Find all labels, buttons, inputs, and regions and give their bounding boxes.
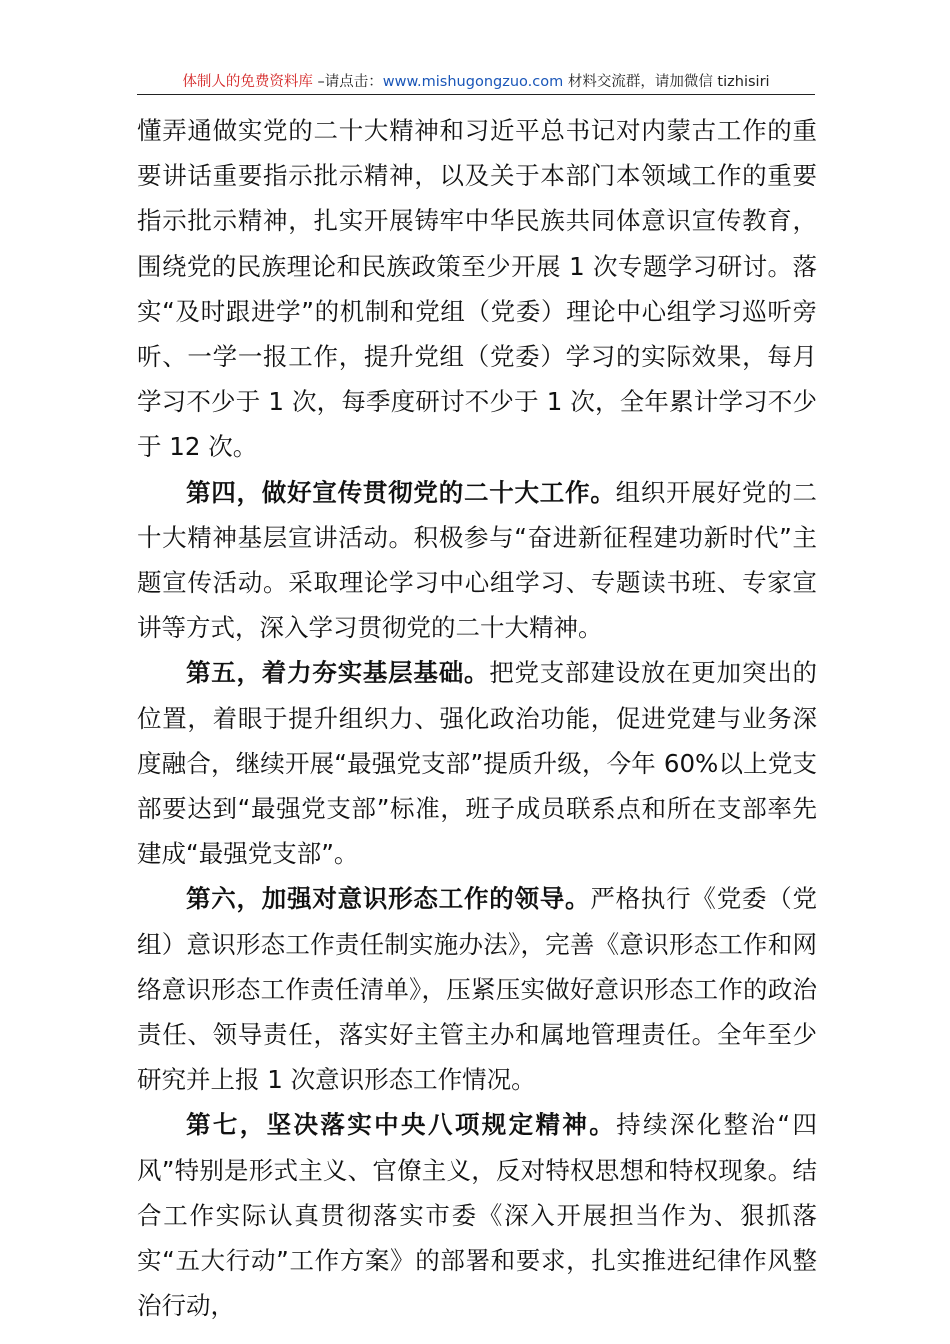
- header-brand: 体制人的免费资料库: [182, 74, 313, 90]
- paragraph-section-7: [137, 1102, 817, 1328]
- paragraph-text: 严格执行《党委（党组）意识形态工作责任制实施办法》，完善《意识形态工作和网络意识形态工作责任清单》，压紧压实做好意识形态工作的政治责任、领导责任，落实好主管主办和属地管理责任。全年至少研究并上报 1 次意识形态工作情况。: [137, 884, 818, 1095]
- paragraph-section-5: [137, 650, 817, 876]
- document-header: [137, 70, 815, 95]
- section-heading: 第五，着力夯实基层基础。: [186, 658, 490, 688]
- paragraph-text: 懂弄通做实党的二十大精神和习近平总书记对内蒙古工作的重要讲话重要指示批示精神，以及关于本部门本领域工作的重要指示批示精神，扎实开展铸牢中华民族共同体意识宣传教育，围绕党的民族理论和民族政策至少开展 1 次专题学习研讨。落实“及时跟进学”的机制和党组（党委）理论中心组学习巡听旁听、一学一报工作，提升党组（党委）学习的实际效果，每月学习不少于 1 次，每季度研讨不少于 1 次，全年累计学习不少于 12 次。: [137, 116, 817, 462]
- section-heading: 第七，坚决落实中央八项规定精神。: [186, 1110, 617, 1140]
- header-url-link[interactable]: www.mishugongzuo.com: [382, 74, 564, 90]
- paragraph-continued: [137, 108, 817, 470]
- paragraph-text: 把党支部建设放在更加突出的位置，着眼于提升组织力、强化政治功能，促进党建与业务深度融合，继续开展“最强党支部”提质升级，今年 60%以上党支部要达到“最强党支部”标准，班子成员联系点和所在支部率先建成“最强党支部”。: [137, 658, 817, 869]
- paragraph-text: 持续深化整治“四风”特别是形式主义、官僚主义，反对特权思想和特权现象。结合工作实际认真贯彻落实市委《深入开展担当作为、狠抓落实“五大行动”工作方案》的部署和要求，扎实推进纪律作风整治行动，: [137, 1110, 817, 1321]
- section-heading: 第四，做好宣传贯彻党的二十大工作。: [186, 477, 616, 507]
- paragraph-section-6: [137, 876, 817, 1102]
- header-contact: 材料交流群，请加微信 tizhisiri: [563, 74, 770, 90]
- document-body: [137, 108, 817, 1328]
- paragraph-text: 组织开展好党的二十大精神基层宣讲活动。积极参与“奋进新征程建功新时代”主题宣传活动。采取理论学习中心组学习、专题读书班、专家宣讲等方式，深入学习贯彻党的二十大精神。: [137, 477, 818, 643]
- paragraph-section-4: [137, 470, 817, 651]
- header-prompt: –请点击：: [312, 74, 383, 90]
- section-heading: 第六，加强对意识形态工作的领导。: [186, 884, 591, 914]
